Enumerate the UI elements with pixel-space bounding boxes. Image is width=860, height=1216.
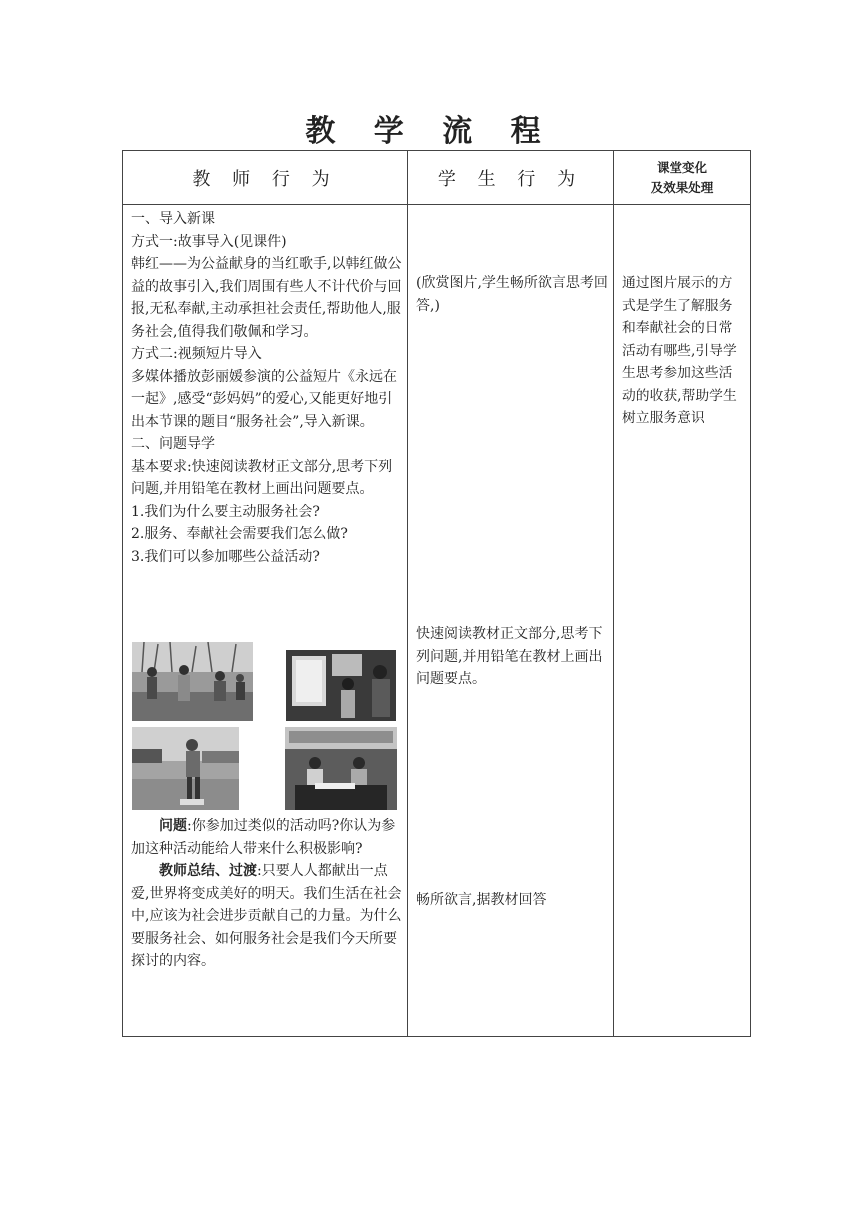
section-heading-intro: 一、导入新课 xyxy=(131,211,215,227)
teacher-cell-bottom xyxy=(131,815,403,973)
method-one-heading: 方式一:故事导入(见课件) xyxy=(131,233,287,250)
question-label: 问题 xyxy=(159,818,187,834)
summary-text: :只要人人都献出一点爱,世界将变成美好的明天。我们生活在社会中,应该为社会进步贡献自己的力量。为什么要服务社会、如何服务社会是我们今天所要探讨的内容。 xyxy=(131,863,402,969)
traffic-volunteer-photo xyxy=(132,727,239,810)
basic-requirement: 基本要求:快速阅读教材正文部分,思考下列问题,并用铅笔在教材上画出问题要点。 xyxy=(131,458,393,497)
classroom-activity-photo xyxy=(286,650,396,721)
section-heading-questions: 二、问题导学 xyxy=(131,436,215,452)
student-response-2: 快速阅读教材正文部分,思考下列问题,并用铅笔在教材上画出问题要点。 xyxy=(416,626,603,687)
discussion-question xyxy=(131,815,403,860)
header-effect-line1: 课堂变化 xyxy=(656,159,707,175)
header-effect xyxy=(614,151,750,204)
header-divider xyxy=(123,204,750,205)
method-two-text: 多媒体播放彭丽媛参演的公益短片《永远在一起》,感受“彭妈妈”的爱心,又能更好地引出本节课的题目“服务社会”,导入新课。 xyxy=(131,368,397,430)
tree-planting-photo xyxy=(132,642,253,721)
header-student: 学 生 行 为 xyxy=(437,168,584,190)
student-response-1: (欣赏图片,学生畅所欲言思考回答,) xyxy=(416,275,608,314)
teacher-summary xyxy=(131,860,403,973)
summary-label: 教师总结、过渡 xyxy=(159,863,257,879)
header-teacher: 教 师 行 为 xyxy=(192,168,338,190)
student-response-3: 畅所欲言,据教材回答 xyxy=(416,892,547,908)
question-item: 3.我们可以参加哪些公益活动? xyxy=(131,548,320,565)
method-two-heading: 方式二:视频短片导入 xyxy=(131,346,262,362)
column-divider xyxy=(613,151,614,1036)
header-effect-line2: 及效果处理 xyxy=(650,179,714,195)
effect-note: 通过图片展示的方式是学生了解服务和奉献社会的日常活动有哪些,引导学生思考参加这些活动的收获,帮助学生树立服务意识 xyxy=(622,275,737,426)
page-title: 教 学 流 程 xyxy=(305,114,555,149)
column-divider xyxy=(407,151,408,1036)
method-one-text: 韩红——为公益献身的当红歌手,以韩红做公益的故事引入,我们周围有些人不计代价与回报,无私奉献,主动承担社会责任,帮助他人,服务社会,值得我们敬佩和学习。 xyxy=(131,256,402,340)
question-text: :你参加过类似的活动吗?你认为参加这种活动能给人带来什么积极影响? xyxy=(131,818,396,857)
question-item: 2.服务、奉献社会需要我们怎么做? xyxy=(131,526,348,542)
teacher-cell-top xyxy=(131,208,403,568)
lesson-flow-table xyxy=(122,150,751,1037)
question-item: 1.我们为什么要主动服务社会? xyxy=(131,503,320,520)
calligraphy-event-photo xyxy=(285,727,397,810)
